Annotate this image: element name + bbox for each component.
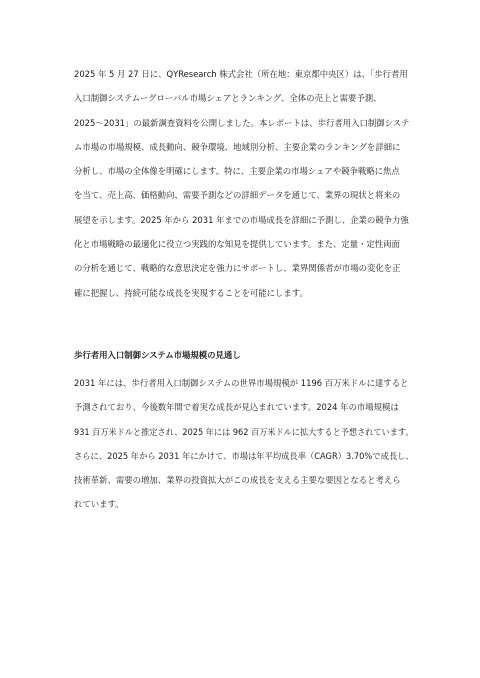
market-line: れています。 xyxy=(74,499,124,510)
intro-line: 2025 年 5 月 27 日に、QYResearch 株式会社（所在地：東京都中央区）は、「歩行者用 xyxy=(74,69,408,79)
intro-paragraph xyxy=(74,62,414,305)
intro-line: ム市場の市場規模、成長動向、競争環境、地域別分析、主要企業のランキングを詳細に xyxy=(74,141,401,152)
market-outlook-paragraph xyxy=(74,371,414,517)
intro-line: 2025～2031」の最新調査資料を公開しました。本レポートは、歩行者用入口制御システ xyxy=(74,117,410,128)
intro-line: 展望を示します。2025 年から 2031 年までの市場成長を詳細に予測し、企業の競争力強 xyxy=(74,214,409,225)
intro-line: 入口制御システムーグローバル市場シェアとランキング、全体の売上と需要予測、 xyxy=(74,93,382,104)
intro-line: 分析し、市場の全体像を明確にします。特に、主要企業の市場シェアや競争戦略に焦点 xyxy=(74,166,400,177)
intro-line: を当て、売上高、価格動向、需要予測などの詳細データを通じて、業界の現状と将来の xyxy=(74,190,401,201)
intro-line: 化と市場戦略の最適化に役立つ実践的な知見を提供しています。また、定量・定性両面 xyxy=(74,239,400,250)
market-line: 931 百万米ドルと推定され、2025 年には 962 百万米ドルに拡大すると予想されています。 xyxy=(74,426,414,437)
intro-line: 確に把握し、持続可能な成長を実現することを可能にします。 xyxy=(74,287,308,298)
intro-line: の分析を通じて、戦略的な意思決定を強力にサポートし、業界関係者が市場の変化を正 xyxy=(74,263,401,274)
section-heading: 歩行者用入口制御システム市場規模の見通し xyxy=(74,350,241,360)
market-line: 2031 年には、歩行者用入口制御システムの世界市場規模が 1196 百万米ドルに達すると xyxy=(74,378,409,388)
market-line: さらに、2025 年から 2031 年にかけて、市場は年平均成長率（CAGR）3.70%で成長し、 xyxy=(74,450,414,461)
market-line: 技術革新、需要の増加、業界の投資拡大がこの成長を支える主要な要因となると考えら xyxy=(74,475,401,486)
market-line: 予測されており、今後数年間で着実な成長が見込まれています。2024 年の市場規模は xyxy=(74,402,399,413)
